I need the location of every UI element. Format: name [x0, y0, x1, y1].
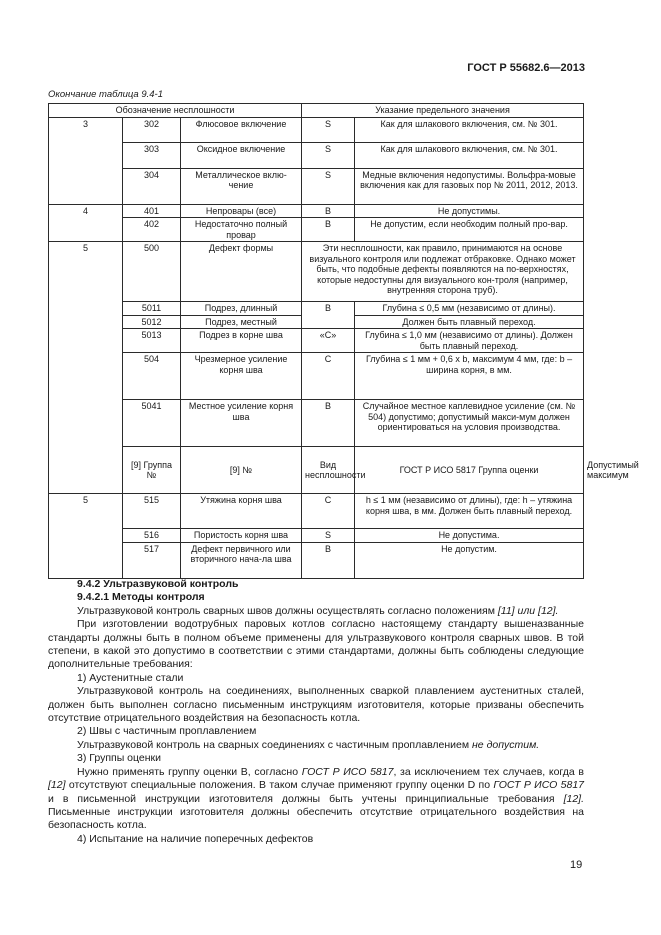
name-cell: Непровары (все) — [181, 204, 302, 218]
name-cell: Недостаточно полный провар — [181, 218, 302, 242]
table-header-row — [49, 104, 584, 118]
quality-cell: ГОСТ Р ИСО 5817 Группа оценки — [355, 447, 584, 494]
ref-cell: 515 — [123, 494, 181, 529]
page-number: 19 — [570, 859, 583, 871]
quality-cell: В — [302, 218, 355, 242]
quality-cell: «С» — [302, 329, 355, 353]
paragraph: Ультразвуковой контроль сварных швов должны осуществлять согласно положениям [11] или [12]. — [77, 604, 559, 617]
table-row — [49, 400, 584, 447]
table-row — [49, 168, 584, 204]
list-item: 4) Испытание на наличие поперечных дефектов — [77, 832, 314, 845]
paragraph: Ультразвуковой контроль на соединениях, выполненных сваркой плавлением аустенитных сталей, должен быть выполнен согласно письменным инструкциям изготовителя, которые призваны обеспечить отсутствие отрицательного воздействия на безопасность котла. — [48, 685, 584, 725]
table-row — [49, 142, 584, 168]
table-row: [9] Группа № [9] № Вид несплошности ГОСТ Р ИСО 5817 Группа оценки Допустимый максимум — [49, 447, 584, 494]
table-row — [49, 353, 584, 400]
quality-cell: S — [302, 117, 355, 142]
ref-cell: 500 — [123, 242, 181, 302]
ref-cell: 5012 — [123, 315, 181, 329]
quality-cell: S — [302, 142, 355, 168]
quality-cell: В — [302, 542, 355, 578]
name-cell: Подрез, местный — [181, 315, 302, 329]
table-row — [49, 204, 584, 218]
ref-cell: 302 — [123, 117, 181, 142]
table-caption: Окончание таблица 9.4-1 — [48, 89, 164, 100]
quality-cell: S — [302, 168, 355, 204]
limit-cell: Не допустима. — [355, 529, 584, 543]
name-cell: Дефект первичного или вторичного нача-ла шва — [181, 542, 302, 578]
quality-cell: S — [302, 529, 355, 543]
table-row — [49, 329, 584, 353]
table-row — [49, 302, 584, 316]
ref-cell: 401 — [123, 204, 181, 218]
table-row — [49, 494, 584, 529]
name-cell: Оксидное включение — [181, 142, 302, 168]
ref-cell: 5013 — [123, 329, 181, 353]
section-text — [48, 578, 584, 846]
group-cell: 4 — [49, 204, 123, 242]
limit-cell: Не допустим. — [355, 542, 584, 578]
ref-cell: 304 — [123, 168, 181, 204]
name-cell: Местное усиление корня шва — [181, 400, 302, 447]
table-row — [49, 529, 584, 543]
name-cell: Подрез в корне шва — [181, 329, 302, 353]
subsection-heading: 9.4.2.1 Методы контроля — [77, 591, 205, 604]
limit-cell: Медные включения недопустимы. Вольфра-мовые включения как для газовых пор № 2011, 2012, 2013. — [355, 168, 584, 204]
ref-cell: 402 — [123, 218, 181, 242]
group-cell: 3 — [49, 117, 123, 204]
name-cell: Утяжина корня шва — [181, 494, 302, 529]
name-cell: Вид несплошности — [302, 447, 355, 494]
list-item: 3) Группы оценки — [77, 752, 161, 765]
limit-cell: Глубина ≤ 1 мм + 0,6 x b, максимум 4 мм, где: b – ширина корня, в мм. — [355, 353, 584, 400]
table-row — [49, 218, 584, 242]
ref-cell: 517 — [123, 542, 181, 578]
header-limit: Указание предельного значения — [302, 104, 584, 118]
name-cell: Флюсовое включение — [181, 117, 302, 142]
quality-cell: В — [302, 204, 355, 218]
name-cell: Металлическое вклю-чение — [181, 168, 302, 204]
group-cell: 5 — [49, 494, 123, 579]
quality-cell: В — [302, 302, 355, 329]
name-cell: Подрез, длинный — [181, 302, 302, 316]
quality-cell: В — [302, 400, 355, 447]
list-item: 1) Аустенитные стали — [77, 671, 184, 684]
ref-cell: 5041 — [123, 400, 181, 447]
limit-cell: Не допустим, если необходим полный про-вар. — [355, 218, 584, 242]
paragraph: Ультразвуковой контроль на сварных соединениях с частичным проплавлением не допустим. — [77, 738, 540, 751]
limit-cell: Случайное местное каплевидное усиление (см. № 504) допустимо; допустимый макси-мум должен ориентироваться на условия производства. — [355, 400, 584, 447]
ref-cell: 516 — [123, 529, 181, 543]
defects-table — [48, 103, 639, 579]
limit-cell: Глубина ≤ 0,5 мм (независимо от длины). — [355, 302, 584, 316]
quality-cell: С — [302, 494, 355, 529]
name-cell: Дефект формы — [181, 242, 302, 302]
group-cell: 5 — [49, 242, 123, 494]
section-heading: 9.4.2 Ультразвуковой контроль — [77, 578, 239, 590]
limit-cell: Глубина ≤ 1,0 мм (независимо от длины). Должен быть плавный переход. — [355, 329, 584, 353]
ref-cell: 303 — [123, 142, 181, 168]
table-row — [49, 542, 584, 578]
paragraph: Нужно применять группу оценки В, согласно ГОСТ Р ИСО 5817, за исключением тех случаев, когда в [12] отсутствуют специальные положения. В таком случае применяют группу оценки D по ГОСТ Р ИСО 5817 и в письменной инструкции изготовителя должны быть учтены принципиальные требования [12]. Письменные инструкции изготовителя должны обеспечить отсутствие отрицательного воздействия на безопасность котла. — [48, 765, 584, 832]
limit-cell: Как для шлакового включения, см. № 301. — [355, 142, 584, 168]
table-row — [49, 117, 584, 142]
table-row — [49, 242, 584, 302]
ref-cell: 5011 — [123, 302, 181, 316]
ref-cell: [9] № — [181, 447, 302, 494]
limit-cell: Как для шлакового включения, см. № 301. — [355, 117, 584, 142]
document-code: ГОСТ Р 55682.6—2013 — [467, 62, 585, 74]
paragraph: При изготовлении водотрубных паровых котлов согласно настоящему стандарту вышеназванные стандарты должны быть в полном объеме применены для ультразвукового контроля сварных швов. В той степени, в какой это допустимо в соответствии с этими стандартами, должны быть соблюдены следующие дополнительные требования: — [48, 618, 584, 671]
list-item: 2) Швы с частичным проплавлением — [77, 725, 257, 738]
limit-cell: Эти несплошности, как правило, принимаются на основе визуального контроля или подлежат отбраковке. Однако может быть, что подобные дефекты появляются на по-верхностях, которые недоступны для визуального кон-троля (например, внутренняя сторона труб). — [302, 242, 584, 302]
limit-cell: h ≤ 1 мм (независимо от длины), где: h – утяжина корня шва, в мм. Должен быть плавный переход. — [355, 494, 584, 529]
name-cell: Чрезмерное усиление корня шва — [181, 353, 302, 400]
quality-cell: С — [302, 353, 355, 400]
header-designation: Обозначение несплошности — [49, 104, 302, 118]
limit-cell: Должен быть плавный переход. — [355, 315, 584, 329]
limit-cell: Не допустимы. — [355, 204, 584, 218]
ref-cell: 504 — [123, 353, 181, 400]
group-cell: [9] Группа № — [123, 447, 181, 494]
name-cell: Пористость корня шва — [181, 529, 302, 543]
